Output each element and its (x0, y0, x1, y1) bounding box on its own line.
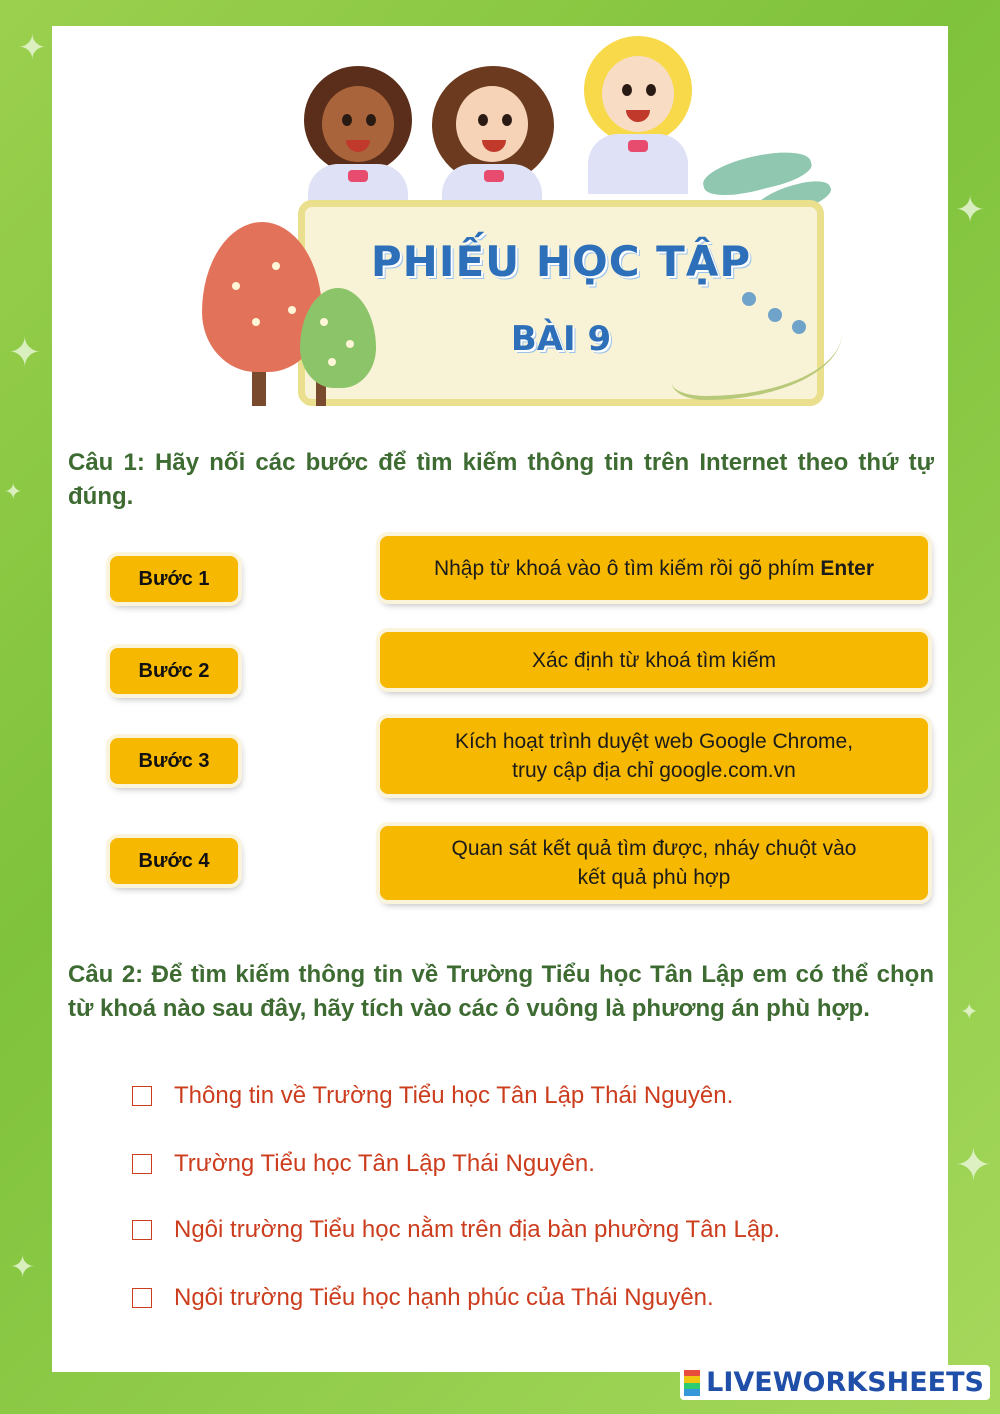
answer-text-line-1: Quan sát kết quả tìm được, nháy chuột vào (451, 837, 857, 860)
sparkle-icon: ✦ (960, 1000, 979, 1025)
question-1-text: Câu 1: Hãy nối các bước để tìm kiếm thông tin trên Internet theo thứ tự đúng. (68, 449, 934, 510)
answer-card-open-browser[interactable] (380, 718, 928, 794)
kid-illustration (304, 66, 412, 174)
answer-text: Xác định từ khoá tìm kiếm (532, 648, 776, 672)
sparkle-icon: ✦ (955, 190, 986, 231)
option-1 (132, 1082, 733, 1110)
option-4-checkbox[interactable] (132, 1288, 152, 1308)
option-2 (132, 1150, 595, 1178)
answer-text-line-2: kết quả phù hợp (577, 866, 731, 889)
answer-card-identify-keyword[interactable] (380, 632, 928, 688)
answer-text: Nhập từ khoá vào ô tìm kiếm rồi gõ phím (433, 556, 821, 580)
option-3 (132, 1216, 780, 1244)
option-1-label: Thông tin về Trường Tiểu học Tân Lập Thái Nguyên. (174, 1082, 734, 1109)
flower-icon (792, 320, 806, 334)
liveworksheets-logo[interactable] (680, 1365, 990, 1400)
step-3-button[interactable]: Bước 3 (110, 738, 238, 784)
option-3-checkbox[interactable] (132, 1220, 152, 1240)
flower-icon (768, 308, 782, 322)
option-2-label: Trường Tiểu học Tân Lập Thái Nguyên. (174, 1150, 595, 1177)
sparkle-icon: ✦ (955, 1140, 992, 1191)
option-4-label: Ngôi trường Tiểu học hạnh phúc của Thái Nguyên. (174, 1284, 714, 1311)
option-3-label: Ngôi trường Tiểu học nằm trên địa bàn phường Tân Lập. (174, 1216, 781, 1243)
option-1-checkbox[interactable] (132, 1086, 152, 1106)
sparkle-icon: ✦ (18, 28, 47, 68)
liveworksheets-brand: LIVEWORKSHEETS (706, 1367, 984, 1398)
option-4 (132, 1284, 714, 1312)
lesson-number: BÀI 9 (510, 319, 612, 359)
header-illustration (52, 26, 948, 406)
kid-illustration (584, 36, 692, 144)
answer-text-line-1: Kích hoạt trình duyệt web Google Chrome, (454, 730, 854, 753)
kid-illustration (432, 66, 554, 184)
question-2-text: Câu 2: Để tìm kiếm thông tin về Trường Tiểu học Tân Lập em có thể chọn từ khoá nào sau đây, hãy tích vào các ô vuông là phương án phù hợp. (68, 961, 934, 1022)
worksheet-page (52, 26, 948, 1372)
answer-bold-text: Enter (820, 556, 875, 580)
step-4-button[interactable]: Bước 4 (110, 838, 238, 884)
answer-card-view-results[interactable] (380, 826, 928, 900)
sparkle-icon: ✦ (8, 330, 42, 376)
worksheet-title: PHIẾU HỌC TẬP (370, 237, 752, 286)
answer-card-enter-keyword[interactable] (380, 536, 928, 600)
option-2-checkbox[interactable] (132, 1154, 152, 1174)
step-2-button[interactable]: Bước 2 (110, 648, 238, 694)
sparkle-icon: ✦ (4, 480, 23, 505)
liveworksheets-logo-icon (684, 1370, 700, 1396)
step-1-button[interactable]: Bước 1 (110, 556, 238, 602)
flower-icon (742, 292, 756, 306)
sparkle-icon: ✦ (10, 1250, 36, 1285)
answer-text-line-2: truy cập địa chỉ google.com.vn (512, 759, 796, 782)
